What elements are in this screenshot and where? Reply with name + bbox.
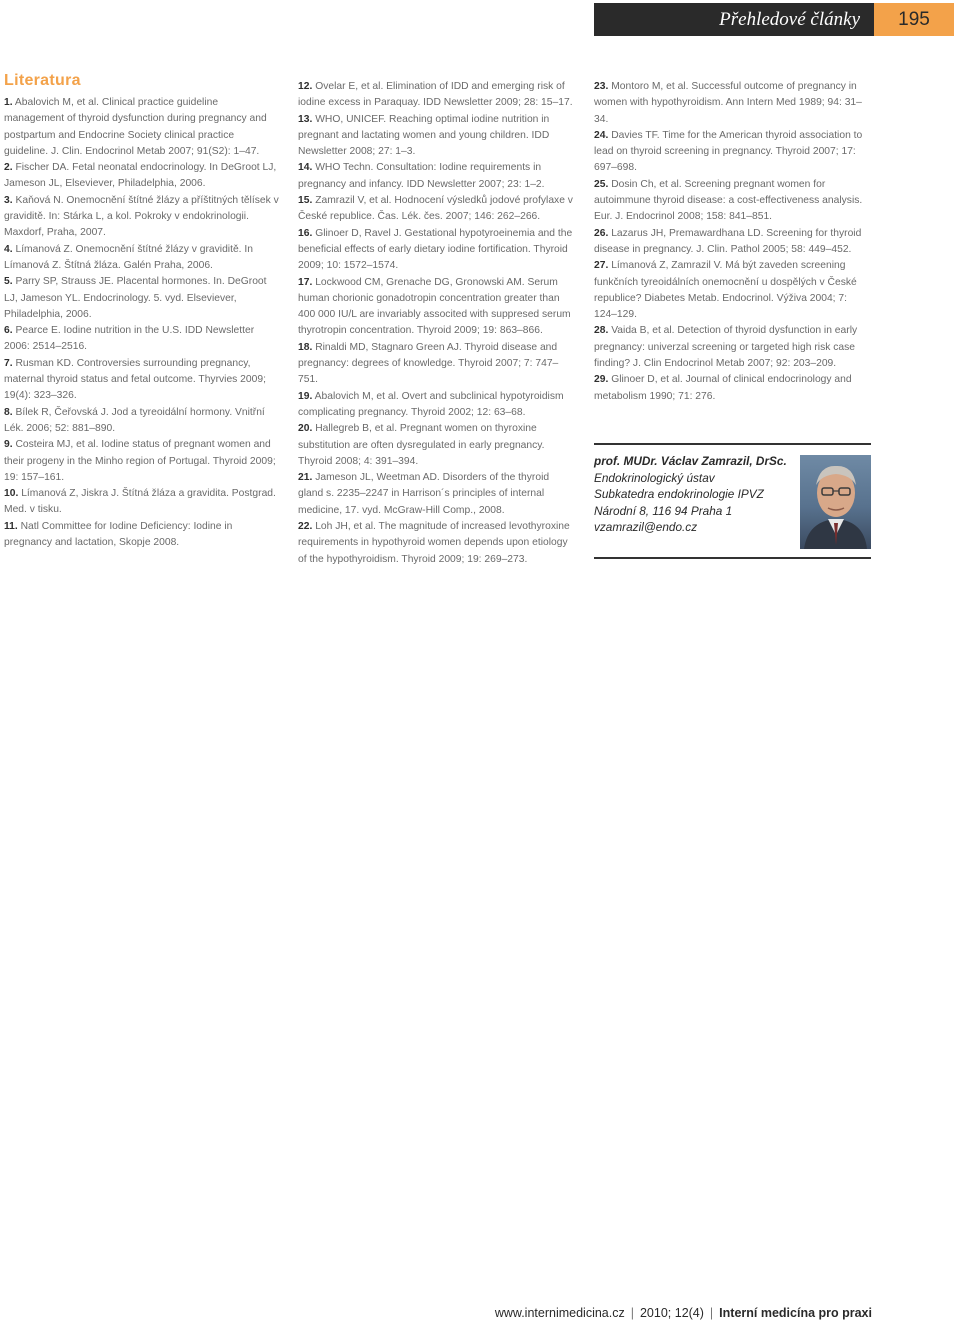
references-column-2 bbox=[298, 79, 576, 568]
author-portrait-icon bbox=[800, 455, 871, 549]
author-email[interactable]: vzamrazil@endo.cz bbox=[594, 520, 698, 534]
reference-item: 20. Hallegreb B, et al. Pregnant women on thyroxine substitution are often dysregulated in early pregnancy. Thyroid 2008; 4: 391–394. bbox=[298, 423, 545, 467]
author-institute: Endokrinologický ústav bbox=[594, 470, 715, 485]
footer-journal: Interní medicína pro praxi bbox=[719, 1306, 872, 1320]
reference-item: 5. Parry SP, Strauss JE. Placental hormones. In. DeGroot LJ, Jameson YL. Endocrinology. 5. vyd. Elseviever, Philadelphia, 2006. bbox=[4, 276, 267, 320]
author-address: Národní 8, 116 94 Praha 1 bbox=[594, 503, 733, 518]
reference-item: 24. Davies TF. Time for the American thyroid association to lead on thyroid screening in pregnancy. Thyroid 2007; 17: 697–698. bbox=[594, 129, 863, 174]
footer-issue: 2010; 12(4) bbox=[639, 1306, 704, 1320]
reference-item: 27. Límanová Z, Zamrazil V. Má být zaveden screening funkčních tyreoidálních onemocnění u dospělých v České republice? Diabetes Metab. Endocrinol. Výživa 2004; 7: 124–129. bbox=[594, 260, 857, 321]
reference-item: 17. Lockwood CM, Grenache DG, Gronowski AM. Serum human chorionic gonadotropin concentration greater than 400 000 IU/L are invariably associted with suppresed serum thyrotropin concentration. Thyroid 2009; 19: 863–866. bbox=[298, 276, 571, 337]
reference-item: 18. Rinaldi MD, Stagnaro Green AJ. Thyroid disease and pregnancy: degrees of knowledge. Thyroid 2007; 7: 747–751. bbox=[298, 341, 559, 386]
author-name: prof. MUDr. Václav Zamrazil, DrSc. bbox=[594, 454, 787, 468]
reference-item: 12. Ovelar E, et al. Elimination of IDD and emerging risk of iodine excess in Paraquay. IDD Newsletter 2009; 28: 15–17. bbox=[298, 81, 573, 109]
reference-item: 25. Dosin Ch, et al. Screening pregnant women for autoimmune thyroid disease: a cost-effectiveness analysis. Eur. J. Endocrinol 2008; 158: 841–851. bbox=[594, 178, 863, 223]
author-department: Subkatedra endokrinologie IPVZ bbox=[594, 487, 764, 501]
reference-item: 13. WHO, UNICEF. Reaching optimal iodine nutrition in pregnant and lactating women and young children. IDD Newsletter 2008; 27: 1–3. bbox=[298, 113, 550, 158]
reference-item: 7. Rusman KD. Controversies surrounding pregnancy, maternal thyroid status and fetal outcome. Thyrvies 2009; 19(4): 323–326. bbox=[4, 357, 266, 402]
author-photo bbox=[800, 455, 871, 549]
reference-item: 9. Costeira MJ, et al. Iodine status of pregnant women and their progeny in the Minho region of Portugal. Thyroid 2009; 19: 157–161. bbox=[4, 439, 276, 483]
reference-item: 8. Bílek R, Čeřovská J. Jod a tyreoidální hormony. Vnitřní Lék. 2006; 52: 881–890. bbox=[4, 406, 265, 434]
reference-item: 21. Jameson JL, Weetman AD. Disorders of the thyroid gland s. 2235–2247 in Harrison´s principles of internal medicine, 17. vyd. McGraw-Hill Comp., 2008. bbox=[298, 472, 550, 516]
reference-item: 2. Fischer DA. Fetal neonatal endocrinology. In DeGroot LJ, Jameson JL, Elseviever, Philadelphia, 2006. bbox=[4, 162, 277, 190]
section-title-text: Přehledové články bbox=[719, 8, 860, 30]
reference-item: 28. Vaida B, et al. Detection of thyroid dysfunction in early pregnancy: univerzal screening or targeted high risk case finding? J. Clin Endocrinol Metab 2007; 92: 203–209. bbox=[594, 325, 858, 370]
reference-item: 15. Zamrazil V, et al. Hodnocení výsledků jodové profylaxe v České republice. Čas. Lék. čes. 2007; 146: 262–266. bbox=[298, 195, 573, 223]
reference-item: 19. Abalovich M, et al. Overt and subclinical hypotyroidism complicating pregnancy. Thyroid 2002; 12: 63–68. bbox=[298, 390, 564, 418]
reference-item: 1. Abalovich M, et al. Clinical practice guideline management of thyroid dysfunction during pregnancy and postpartum and Endocrine Society clinical practice guideline. J. Clin. Endocrinol Metab 2007; 91(S2): 1–47. bbox=[4, 97, 267, 157]
references-column-1 bbox=[4, 95, 280, 551]
author-box bbox=[594, 443, 871, 559]
reference-item: 14. WHO Techn. Consultation: Iodine requirements in pregnancy and infancy. IDD Newsletter 2007; 23: 1–2. bbox=[298, 162, 545, 190]
reference-item: 29. Glinoer D, et al. Journal of clinical endocrinology and metabolism 1990; 71: 276. bbox=[594, 374, 852, 402]
section-title bbox=[594, 3, 874, 36]
footer: www.internimedicina.cz | 2010; 12(4) | Interní medicína pro praxi bbox=[494, 1306, 872, 1320]
author-contact bbox=[594, 453, 789, 536]
reference-item: 10. Límanová Z, Jiskra J. Štítná žláza a gravidita. Postgrad. Med. v tisku. bbox=[4, 488, 276, 516]
reference-item: 4. Límanová Z. Onemocnění štítné žlázy v graviditě. In Límanová Z. Štítná žláza. Galén Praha, 2006. bbox=[4, 243, 253, 271]
reference-item: 3. Kaňová N. Onemocnění štítné žlázy a příštitných tělísek v graviditě. In: Stárka L, a kol. Pokroky v endokrinologii. Maxdorf, Praha, 2007. bbox=[4, 194, 279, 239]
references-heading: Literatura bbox=[4, 72, 81, 89]
reference-item: 11. Natl Committee for Iodine Deficiency: Iodine in pregnancy and lactation, Skopje 2008. bbox=[4, 520, 233, 549]
reference-item: 23. Montoro M, et al. Successful outcome of pregnancy in women with hypothyroidism. Ann Intern Med 1989; 94: 31–34. bbox=[594, 81, 862, 125]
reference-item: 26. Lazarus JH, Premawardhana LD. Screening for thyroid disease in pregnancy. J. Clin. Pathol 2005; 58: 449–452. bbox=[594, 227, 862, 255]
page-number: 195 bbox=[874, 3, 954, 36]
reference-item: 6. Pearce E. Iodine nutrition in the U.S. IDD Newsletter 2006: 2514–2516. bbox=[4, 325, 255, 353]
footer-website[interactable]: www.internimedicina.cz bbox=[494, 1306, 625, 1320]
references-column-3 bbox=[594, 79, 871, 405]
reference-item: 22. Loh JH, et al. The magnitude of increased levothyroxine requirements in hypothyroid women depends upon etiology of the hypothyroidism. Thyroid 2009; 19: 269–273. bbox=[298, 521, 570, 565]
reference-item: 16. Glinoer D, Ravel J. Gestational hypotyroeinemia and the beneficial effects of early dietary iodine fortification. Thyroid 2009; 10: 1572–1574. bbox=[298, 227, 573, 272]
